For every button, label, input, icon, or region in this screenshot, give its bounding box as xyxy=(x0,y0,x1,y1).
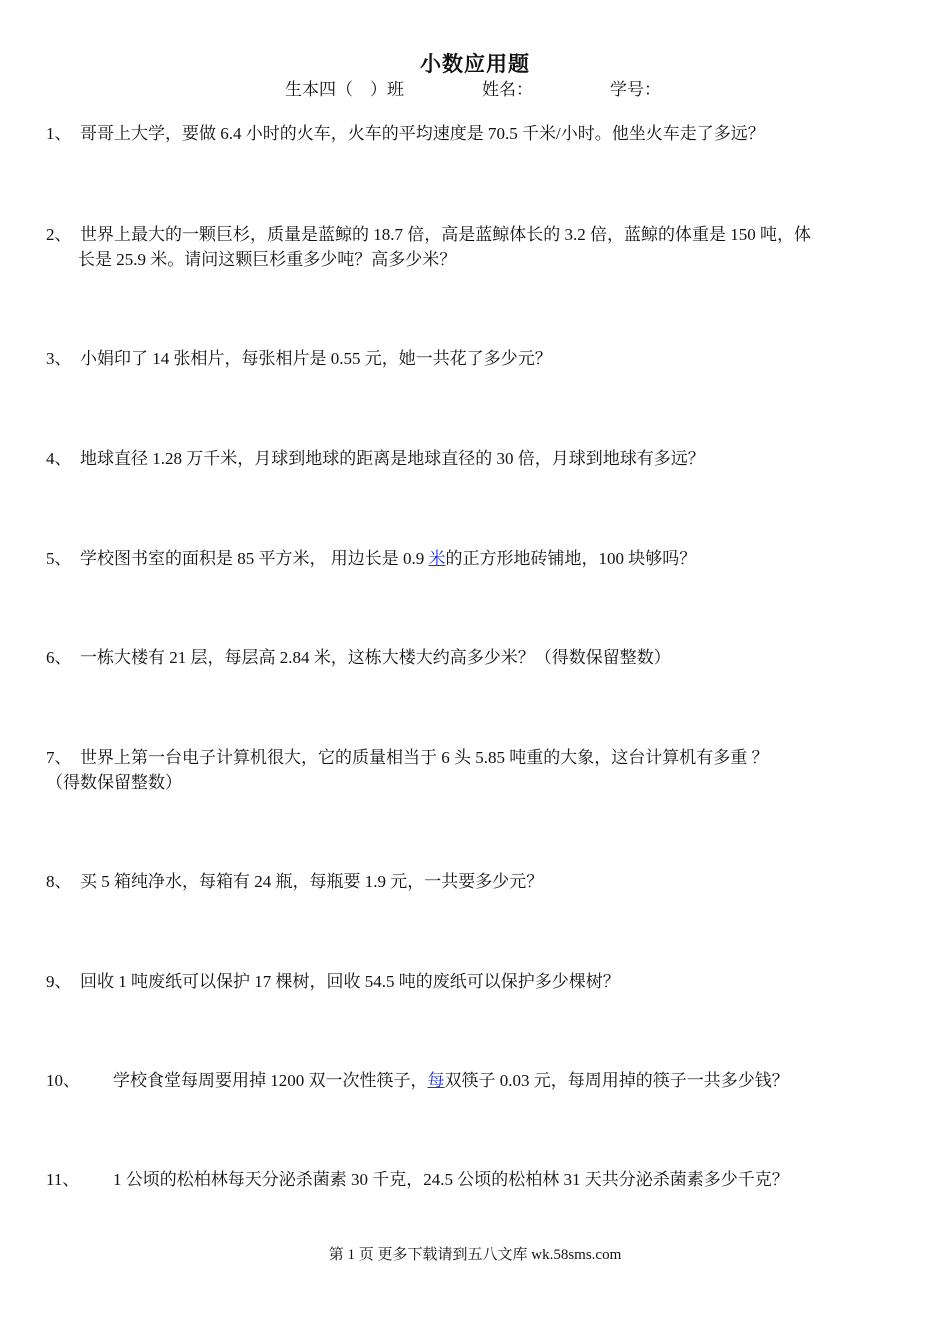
question-text-continued: （得数保留整数） xyxy=(46,773,182,792)
question-text: 回收 1 吨废纸可以保护 17 棵树，回收 54.5 吨的废纸可以保护多少棵树？ xyxy=(80,972,620,991)
page-title: 小数应用题 xyxy=(420,52,530,76)
question-text-after-link: 双筷子 0.03 元，每周用掉的筷子一共多少钱？ xyxy=(444,1071,789,1090)
question-number: 4、 xyxy=(46,449,72,468)
question-number: 7、 xyxy=(46,748,72,767)
meter-link[interactable]: 米 xyxy=(428,549,446,568)
question-text: 世界上第一台电子计算机很大，它的质量相当于 6 头 5.85 吨重的大象，这台计算机有多重 ？ xyxy=(80,748,769,767)
student-id-label: 学号： xyxy=(610,80,661,99)
question-text: 地球直径 1.28 万千米，月球到地球的距离是地球直径的 30 倍，月球到地球有多远？ xyxy=(80,449,705,468)
question-number: 8、 xyxy=(46,872,72,891)
question-text: 世界上最大的一颗巨杉，质量是蓝鲸的 18.7 倍，高是蓝鲸体长的 3.2 倍，蓝鲸的体重是 150 吨，体 xyxy=(80,225,811,244)
question-number: 11、 xyxy=(46,1170,80,1189)
question-number: 1、 xyxy=(46,124,72,143)
question-text-after-link: 的正方形地砖铺地，100 块够吗？ xyxy=(445,549,697,568)
question-text-before-link: 学校食堂每周要用掉 1200 双一次性筷子， xyxy=(113,1071,428,1090)
question-number: 6、 xyxy=(46,648,72,667)
each-link[interactable]: 每 xyxy=(427,1071,445,1090)
question-text: 小娟印了 14 张相片，每张相片是 0.55 元，她一共花了多少元？ xyxy=(80,349,552,368)
question-text xyxy=(113,1068,789,1094)
question-text: 一栋大楼有 21 层，每层高 2.84 米，这栋大楼大约高多少米？（得数保留整数） xyxy=(80,648,671,667)
question-text xyxy=(80,546,696,572)
name-label: 姓名： xyxy=(482,80,533,99)
question-number: 9、 xyxy=(46,972,72,991)
question-7 xyxy=(46,745,926,797)
question-number: 2、 xyxy=(46,225,72,244)
question-number: 3、 xyxy=(46,349,72,368)
question-number: 10、 xyxy=(46,1071,80,1090)
class-label: 生本四（ ）班 xyxy=(285,80,404,99)
question-text-continued: 长是 25.9 米。请问这颗巨杉重多少吨？高多少米？ xyxy=(78,250,457,269)
question-2 xyxy=(46,222,926,274)
question-text: 1 公顷的松柏林每天分泌杀菌素 30 千克，24.5 公顷的松柏林 31 天共分泌杀菌素多少千克？ xyxy=(113,1170,789,1189)
question-number: 5、 xyxy=(46,549,72,568)
question-text: 买 5 箱纯净水，每箱有 24 瓶，每瓶要 1.9 元，一共要多少元？ xyxy=(80,872,544,891)
question-text-before-link: 学校图书室的面积是 85 平方米， 用边长是 0.9 xyxy=(80,549,429,568)
question-text: 哥哥上大学，要做 6.4 小时的火车，火车的平均速度是 70.5 千米/小时。他坐火车走了多远？ xyxy=(80,124,765,143)
page-footer: 第 1 页 更多下载请到五八文库 wk.58sms.com xyxy=(328,1247,622,1263)
